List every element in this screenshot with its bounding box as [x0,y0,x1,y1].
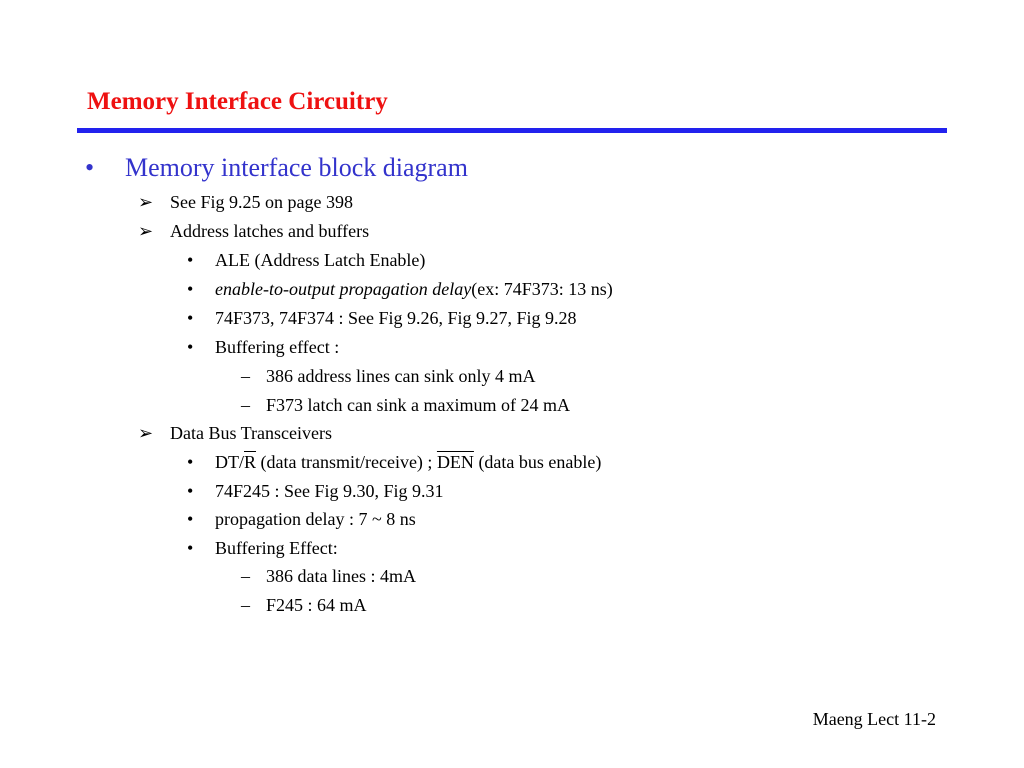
italic-term: enable-to-output propagation delay [215,279,472,299]
dash-bullet-icon: – [241,566,250,586]
bullet-icon: • [187,538,194,558]
arrow-bullet-icon: ➢ [138,192,154,212]
subbullet-text: Data Bus Transceivers [170,423,332,443]
dash-bullet-icon: – [241,595,250,615]
dash-bullet-icon: – [241,366,250,386]
slide-footer: Maeng Lect 11-2 [812,709,936,729]
item-text [215,452,601,473]
title-divider [77,128,947,133]
subitem-text: 386 address lines can sink only 4 mA [266,366,536,386]
item-text: Buffering effect : [215,337,340,357]
arrow-bullet-icon: ➢ [138,221,154,241]
den-suffix: (data bus enable) [473,452,602,472]
dt-middle: (data transmit/receive) ; [256,452,437,472]
den-overlined: $\overline{DEN}$ [436,452,474,472]
item-text: Buffering Effect: [215,538,338,558]
item-text: 74F245 : See Fig 9.30, Fig 9.31 [215,481,444,501]
subbullet-text: See Fig 9.25 on page 398 [170,192,353,212]
subitem-text: 386 data lines : 4mA [266,566,416,586]
bullet-icon: • [187,452,194,472]
bullet-icon: • [187,337,194,357]
item-text [215,279,613,300]
subbullet-text: Address latches and buffers [170,221,370,241]
bullet-text: Memory interface block diagram [125,153,468,182]
bullet-icon: • [187,250,194,270]
bullet-icon: • [187,509,194,529]
r-overlined: $\overline{R}$ [244,452,257,472]
bullet-icon: • [187,308,194,328]
item-text: 74F373, 74F374 : See Fig 9.26, Fig 9.27, Fig 9.28 [215,308,577,328]
slide-title: Memory Interface Circuitry [87,88,388,115]
subitem-text: F245 : 64 mA [266,595,367,615]
bullet-icon: • [85,153,95,182]
dt-prefix: DT/ [215,452,244,472]
subitem-text: F373 latch can sink a maximum of 24 mA [266,395,570,415]
bullet-icon: • [187,279,194,299]
item-text: propagation delay : 7 ~ 8 ns [215,509,416,529]
arrow-bullet-icon: ➢ [138,423,154,443]
item-text-rest: (ex: 74F373: 13 ns) [471,279,613,299]
item-text: ALE (Address Latch Enable) [215,250,426,270]
dash-bullet-icon: – [241,395,250,415]
bullet-icon: • [187,481,194,501]
